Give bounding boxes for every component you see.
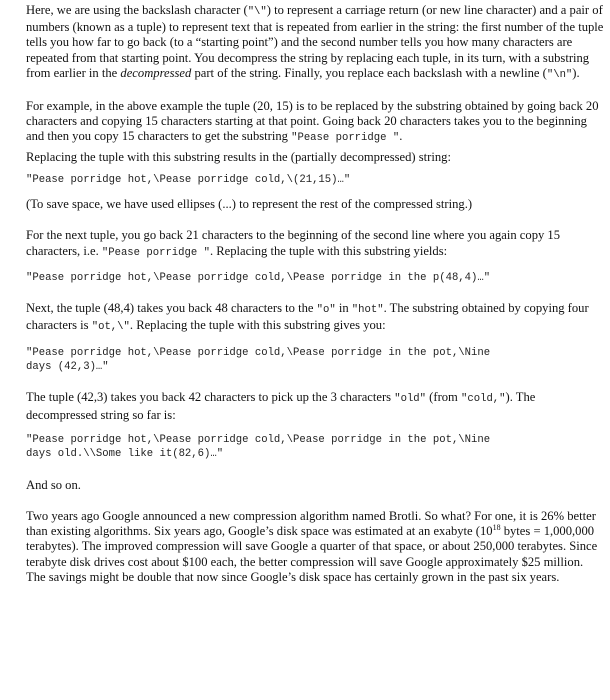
code-line: days old.\\Some like it(82,6)…" [26,448,224,461]
inline-code: "\" [247,6,267,18]
text: The tuple (42,3) takes you back 42 characters to pick up the 3 characters [26,390,395,405]
paragraph-intro [26,3,604,83]
code-line: days (42,3)…" [26,361,109,374]
text: . The substring obtained by copying four characters is [26,301,589,333]
text: ). [572,65,580,80]
text: Next, the tuple (48,4) takes you back 48 characters to the [26,301,317,316]
code-line: "Pease porridge hot,\Pease porridge cold,\Pease porridge in the pot,\Nine [26,433,491,446]
code-line: "Pease porridge hot,\Pease porridge cold,\Pease porridge in the pot,\Nine [26,346,491,359]
text: (from [426,390,462,405]
inline-code: "old" [394,393,427,406]
paragraph-and-so-on: And so on. [26,477,81,492]
inline-code: "\n" [546,68,573,81]
paragraph-replacing: Replacing the tuple with this substring results in the (partially decompressed) string: [26,149,451,164]
paragraph-tuple-48-4 [26,301,604,335]
inline-code: "hot" [351,304,384,317]
paragraph-ellipses-note: (To save space, we have used ellipses (...) to represent the rest of the compressed string.) [26,197,473,212]
paragraph-tuple-42-3 [26,390,604,422]
text: . [399,129,403,144]
emphasis: decompressed [120,65,192,80]
inline-code: "ot,\" [91,321,130,334]
text: in [335,301,352,316]
text: Two years ago Google announced a new compression algorithm named Brotli. So what? For one, it is 26% better than existing algorithms. Six years ago, Google’s disk space was estimated at an exabyte (10 [26,508,596,539]
code-block-1: "Pease porridge hot,\Pease porridge cold,\(21,15)…" [26,173,351,186]
text: part of the string. Finally, you replace each backslash with a newline ( [191,65,547,80]
superscript: 18 [492,522,501,532]
inline-code: "cold," [461,393,506,406]
text: . Replacing the tuple with this substring gives you: [129,318,386,333]
text: ). The decompressed string so far is: [26,390,536,422]
inline-code: "o" [316,304,336,317]
code-block-3 [26,346,604,375]
text: bytes = 1,000,000 terabytes). The improved compression will save Google a quarter of that space, or about 250,000 terabytes. Since terabyte disk drives cost about $100 each, the better compression will save Google approximately $25 million. The savings might be double that now since Google’s disk space has certainly grown in the past six years. [26,524,598,584]
code-block-4 [26,433,604,462]
text: For example, in the above example the tuple (20, 15) is to be replaced by the substring obtained by going back 20 characters and copying 15 characters starting at that point. Going back 20 characters takes you to the beginning and then you copy 15 characters to get the substring [26,99,599,144]
text: Here, we are using the backslash character ( [26,3,248,17]
text: . Replacing the tuple with this substring yields: [209,243,448,258]
text: ) to represent a carriage return (or new line character) and a pair of numbers (known as a tuple) to represent text that is repeated from earlier in the string: the first number of the tuple tells you how far to go back (to a “starting point”) and the second number tells you how many characters are repeated from that starting point. You decompress the string by replacing each tuple, in its turn, with a substring from earlier in the [26,3,604,80]
paragraph-next-tuple [26,228,604,260]
paragraph-brotli [26,509,604,585]
paragraph-example [26,99,604,147]
text: For the next tuple, you go back 21 characters to the beginning of the second line where you again copy 15 characters, i.e. [26,228,561,258]
inline-code: "Pease porridge " [291,132,400,145]
inline-code: "Pease porridge " [101,246,210,259]
code-block-2: "Pease porridge hot,\Pease porridge cold,\Pease porridge in the p(48,4)…" [26,271,491,284]
